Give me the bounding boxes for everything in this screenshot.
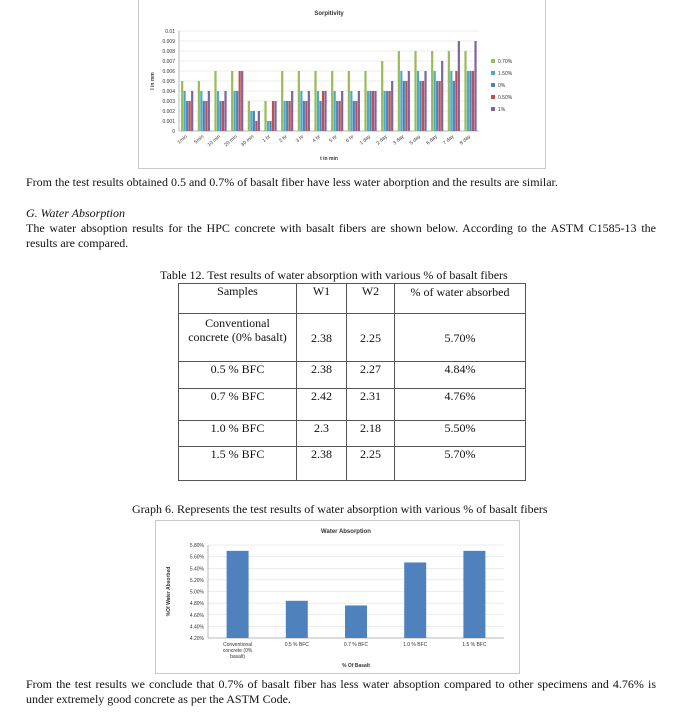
y-tick-label: 0.003 <box>162 99 175 105</box>
cell-w2: 2.31 <box>347 389 395 421</box>
paragraph-water-absorption-intro: The water absoption results for the HPC concrete with basalt fibers are shown below. According to the ASTM C1585-13 the results are compared. <box>26 221 656 250</box>
bar <box>372 91 374 131</box>
y-tick-label: 5.60% <box>189 554 204 561</box>
bar <box>236 91 238 131</box>
bar <box>334 91 336 131</box>
x-tick-label: 4 hr <box>311 133 322 145</box>
cell-sample: 1.0 % BFC <box>179 421 297 447</box>
legend-label: 0.70% <box>498 59 513 65</box>
bar <box>348 71 350 131</box>
cell-w2: 2.25 <box>347 314 395 362</box>
table-header-row <box>179 284 526 314</box>
x-tick-label-line: concrete (0% <box>222 648 253 654</box>
legend-swatch <box>491 107 495 111</box>
cell-sample: 0.7 % BFC <box>179 389 297 421</box>
y-axis-label: I in mm <box>150 72 156 90</box>
x-tick-label: 1 day <box>358 133 372 147</box>
bar <box>474 41 476 131</box>
bar <box>239 71 241 131</box>
x-axis-label: t in min <box>320 156 338 162</box>
x-tick-label: 6 hr <box>344 133 356 145</box>
chart-title: Water Absorption <box>321 529 371 535</box>
bar <box>384 91 386 131</box>
bar <box>458 41 460 131</box>
legend-swatch <box>491 95 495 99</box>
cell-w1: 2.38 <box>297 362 347 389</box>
bar <box>317 91 319 131</box>
cell-percent: 5.70% <box>395 314 526 362</box>
y-axis-label: %Of Water Absorbed <box>166 566 172 617</box>
sorptivity-chart <box>138 0 546 169</box>
x-tick-label: 5min <box>193 133 206 146</box>
cell-sample: Conventional concrete (0% basalt) <box>179 314 297 362</box>
bar <box>355 101 357 131</box>
bar <box>224 91 226 131</box>
bar <box>248 101 250 131</box>
x-tick-label: 2 hr <box>278 133 289 145</box>
x-tick-label: 1.0 % BFC <box>403 642 428 648</box>
bar <box>398 51 400 131</box>
x-tick-label-line: basalt) <box>230 654 246 660</box>
bar <box>353 101 355 131</box>
bar <box>222 101 224 131</box>
bar <box>286 601 308 638</box>
bar <box>414 51 416 131</box>
bar <box>469 71 471 131</box>
paragraph-sorptivity-result: From the test results obtained 0.5 and 0.7% of basalt fiber have less water aborption and the results are similar. <box>26 175 558 189</box>
header-w1: W1 <box>297 284 347 314</box>
bar <box>450 71 452 131</box>
bar <box>274 101 276 131</box>
cell-w1: 2.42 <box>297 389 347 421</box>
y-tick-label: 0.005 <box>162 79 175 85</box>
bar <box>291 91 293 131</box>
x-tick-label: 0.7 % BFC <box>343 642 369 648</box>
y-tick-label: 5.40% <box>189 566 204 573</box>
bar <box>284 101 286 131</box>
y-tick-label: 4.60% <box>189 612 204 619</box>
bar <box>422 81 424 131</box>
cell-percent: 5.50% <box>395 421 526 447</box>
y-tick-label: 0.002 <box>162 109 175 115</box>
water-absorption-chart-svg <box>156 521 519 673</box>
cell-w2: 2.27 <box>347 362 395 389</box>
table-row <box>179 389 526 421</box>
bar <box>439 81 441 131</box>
x-tick-label: 5 day <box>408 133 422 147</box>
section-heading: G. Water Absorption <box>26 206 126 220</box>
cell-w2: 2.18 <box>347 421 395 447</box>
table-row <box>179 362 526 389</box>
y-tick-label: 0.001 <box>162 119 175 125</box>
bar <box>424 71 426 131</box>
bar <box>358 91 360 131</box>
y-tick-label: 4.20% <box>189 636 204 642</box>
bar <box>184 91 186 131</box>
bar <box>303 101 305 131</box>
bar <box>434 71 436 131</box>
bar <box>219 101 221 131</box>
table-row <box>179 314 526 362</box>
y-tick-label: 4.40% <box>189 624 204 631</box>
y-tick-label: 0.006 <box>162 69 175 75</box>
bar <box>405 81 407 131</box>
x-tick-label: 1.5 % BFC <box>462 642 487 648</box>
x-tick-label: 2 day <box>375 133 389 147</box>
bar <box>227 551 249 638</box>
chart-title: Sorpitivity <box>314 11 344 17</box>
bar <box>186 101 188 131</box>
table-caption: Table 12. Test results of water absorption with various % of basalt fibers <box>160 268 508 282</box>
bar <box>367 91 369 131</box>
bar <box>289 101 291 131</box>
table-row <box>179 421 526 447</box>
bar <box>431 51 433 131</box>
x-tick-label: 1min <box>176 133 189 146</box>
table-row <box>179 447 526 481</box>
bar <box>241 71 243 131</box>
y-tick-label: 5.80% <box>189 543 204 549</box>
water-absorption-table <box>178 283 526 481</box>
bar <box>214 71 216 131</box>
legend-swatch <box>491 59 495 63</box>
bar <box>455 71 457 131</box>
bar <box>441 61 443 131</box>
legend-swatch <box>491 83 495 87</box>
water-absorption-chart <box>155 520 520 674</box>
bar <box>436 81 438 131</box>
y-tick-label: 5.00% <box>189 589 204 596</box>
bar <box>319 101 321 131</box>
header-percent-absorbed: % of water absorbed <box>395 284 526 314</box>
cell-w1: 2.38 <box>297 447 347 481</box>
x-tick-label: 1 hr <box>261 133 272 145</box>
bar <box>253 111 255 131</box>
bar <box>255 121 257 131</box>
cell-percent: 4.76% <box>395 389 526 421</box>
x-tick-label: 5 hr <box>328 133 339 145</box>
legend-label: 1% <box>498 107 506 113</box>
bar <box>298 71 300 131</box>
x-tick-label: 8 day <box>458 133 472 147</box>
bar <box>403 81 405 131</box>
bar <box>272 101 274 131</box>
bar <box>408 71 410 131</box>
bar <box>448 51 450 131</box>
y-tick-label: 5.20% <box>189 577 204 584</box>
x-tick-label: 3 hr <box>294 133 306 145</box>
bar <box>200 91 202 131</box>
bar <box>322 91 324 131</box>
bar <box>341 91 343 131</box>
bar <box>386 91 388 131</box>
bar <box>205 101 207 131</box>
bar <box>198 81 200 131</box>
y-tick-label: 0 <box>172 129 175 135</box>
bar <box>324 91 326 131</box>
cell-percent: 5.70% <box>395 447 526 481</box>
x-tick-label-line: Conventional <box>223 642 253 648</box>
bar <box>364 71 366 131</box>
bar <box>269 121 271 131</box>
cell-percent: 4.84% <box>395 362 526 389</box>
x-tick-label: 30 min <box>239 133 256 149</box>
bar <box>389 91 391 131</box>
y-tick-label: 0.004 <box>162 89 175 95</box>
bar <box>404 562 426 638</box>
y-tick-label: 0.007 <box>162 59 175 65</box>
bar <box>264 101 266 131</box>
x-axis-label: % Of Basalt <box>342 663 370 669</box>
bar <box>308 91 310 131</box>
x-tick-label: 7 day <box>442 133 456 147</box>
bar <box>208 91 210 131</box>
y-tick-label: 4.80% <box>189 601 204 608</box>
bar <box>391 81 393 131</box>
x-tick-label: 20 min <box>223 133 239 149</box>
bar <box>203 101 205 131</box>
header-samples: Samples <box>179 284 297 314</box>
legend-label: 0.50% <box>498 95 513 101</box>
bar <box>250 111 252 131</box>
bar <box>281 71 283 131</box>
y-tick-label: 0.009 <box>162 39 175 45</box>
cell-sample: 0.5 % BFC <box>179 362 297 389</box>
bar <box>453 81 455 131</box>
cell-w1: 2.38 <box>297 314 347 362</box>
graph-caption: Graph 6. Represents the test results of water absorption with various % of basalt fibers <box>132 502 548 516</box>
cell-w1: 2.3 <box>297 421 347 447</box>
bar <box>350 91 352 131</box>
x-tick-label: 0.5 % BFC <box>284 642 309 648</box>
bar <box>417 71 419 131</box>
legend-label: 1.50% <box>498 71 513 77</box>
bar <box>314 71 316 131</box>
y-tick-label: 0.008 <box>162 49 175 55</box>
bar <box>339 101 341 131</box>
sorptivity-chart-svg <box>139 0 545 168</box>
bar <box>400 71 402 131</box>
bar <box>419 81 421 131</box>
header-w2: W2 <box>347 284 395 314</box>
bar <box>181 81 183 131</box>
bar <box>217 91 219 131</box>
bar <box>189 101 191 131</box>
bar <box>331 71 333 131</box>
bar <box>374 91 376 131</box>
bar <box>300 91 302 131</box>
x-tick-label <box>223 642 253 660</box>
bar <box>305 101 307 131</box>
bar <box>369 91 371 131</box>
bar <box>463 551 485 638</box>
bar <box>191 91 193 131</box>
y-tick-label: 0.01 <box>165 29 175 35</box>
legend-swatch <box>491 71 495 75</box>
paragraph-conclusion: From the test results we conclude that 0.7% of basalt fiber has less water absoption compared to other specimens and 4.76% is under extremely good concrete as per the ASTM Code. <box>26 677 656 706</box>
bar <box>472 71 474 131</box>
x-tick-label: 3 day <box>392 133 406 147</box>
bar <box>345 605 367 638</box>
bar <box>381 61 383 131</box>
bar <box>258 111 260 131</box>
bar <box>234 91 236 131</box>
x-tick-label: 10 min <box>206 133 222 149</box>
x-tick-label: 6 day <box>425 133 439 147</box>
cell-w2: 2.25 <box>347 447 395 481</box>
bar <box>286 101 288 131</box>
cell-sample: 1.5 % BFC <box>179 447 297 481</box>
bar <box>336 101 338 131</box>
bar <box>231 71 233 131</box>
legend-label: 0% <box>498 83 506 89</box>
bar <box>267 121 269 131</box>
bar <box>467 71 469 131</box>
bar <box>464 51 466 131</box>
